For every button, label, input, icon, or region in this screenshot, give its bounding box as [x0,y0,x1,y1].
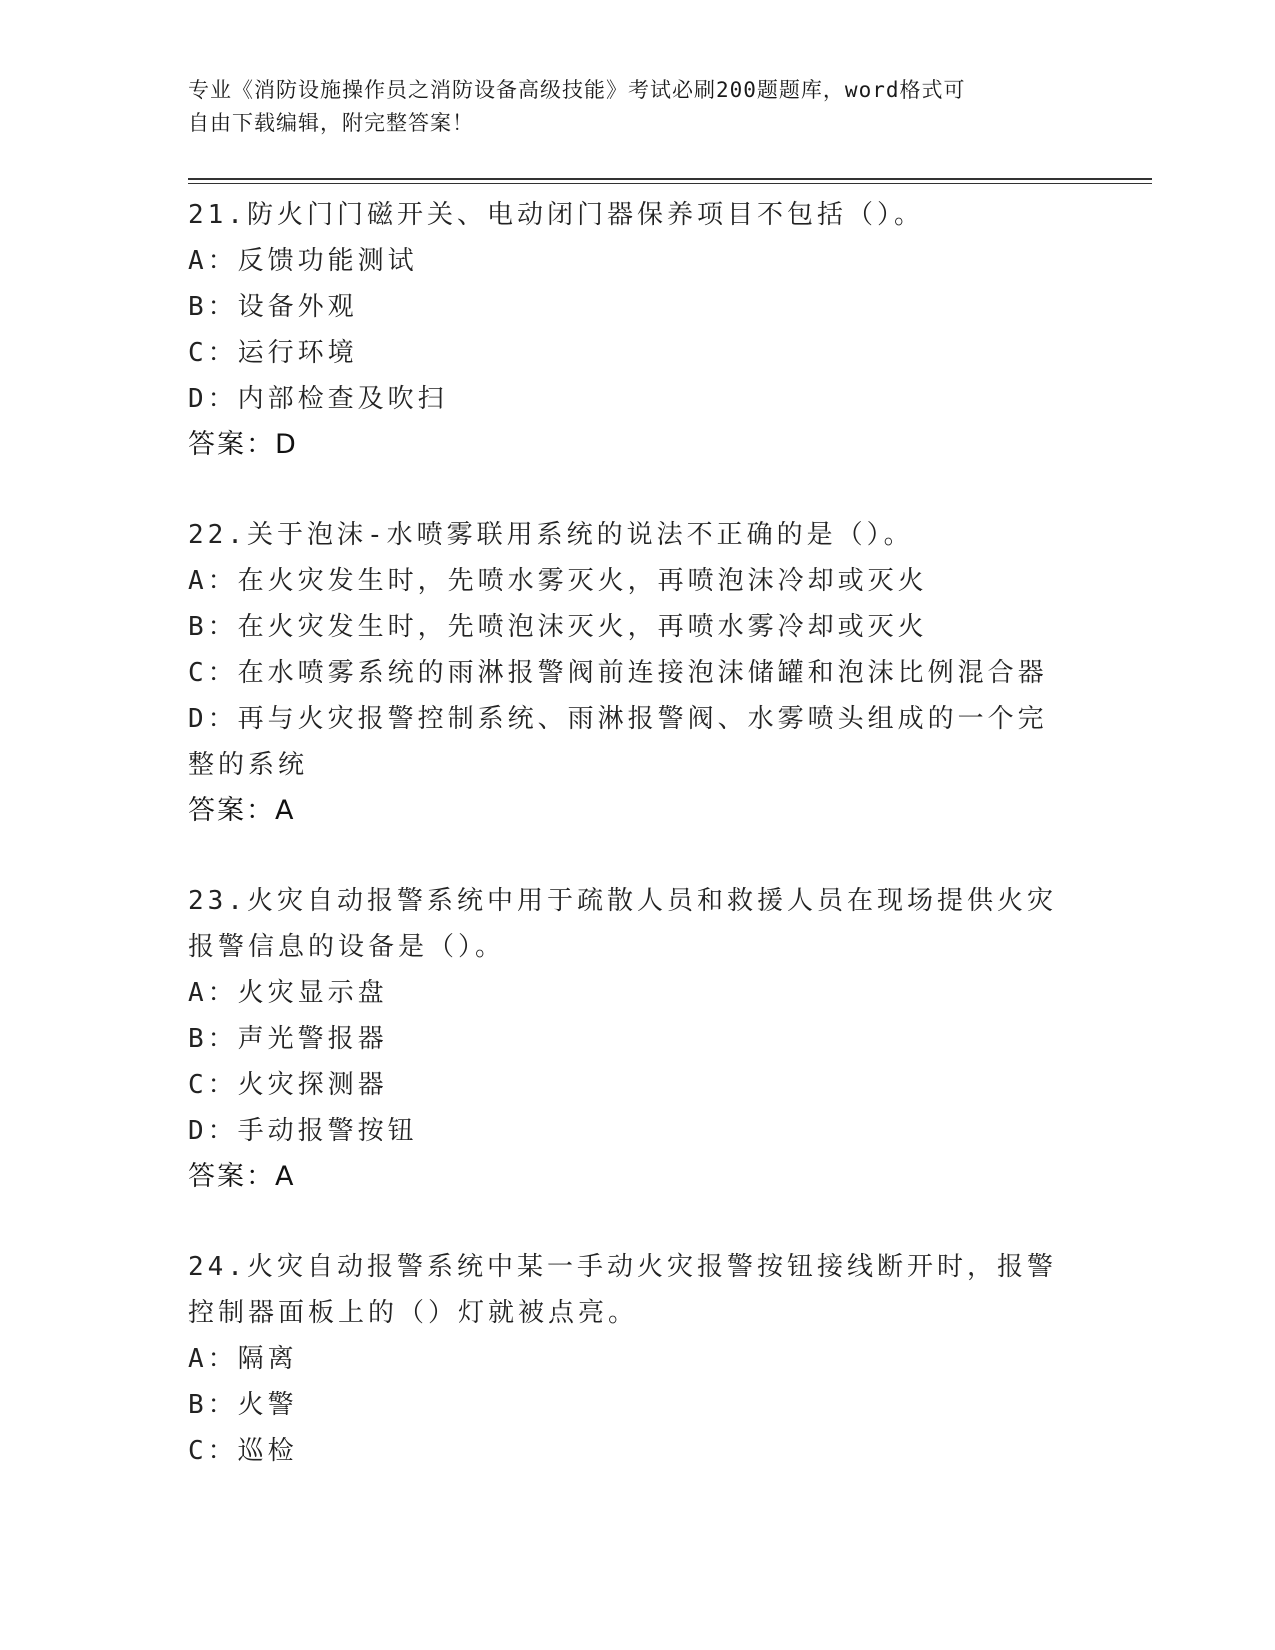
question-24 [188,1244,1088,1474]
option-a: A：隔离 [188,1344,298,1374]
option-b: B：声光警报器 [188,1024,388,1054]
option-d: D：内部检查及吹扫 [188,384,448,414]
answer-text: 答案：D [188,429,298,460]
option-b: B：火警 [188,1390,298,1420]
question-list [188,192,1088,1518]
option-a: A：在火灾发生时，先喷水雾灭火，再喷泡沫冷却或灭火 [188,566,928,596]
option-d: D：再与火灾报警控制系统、雨淋报警阀、水雾喷头组成的一个完整的系统 [188,704,1048,780]
option-b: B：在火灾发生时，先喷泡沫灭火，再喷水雾冷却或灭火 [188,612,928,642]
header-line-2: 自由下载编辑，附完整答案！ [188,111,474,135]
option-a: A：火灾显示盘 [188,978,388,1008]
question-stem: 22.关于泡沫-水喷雾联用系统的说法不正确的是（）。 [188,520,914,550]
option-d: D：手动报警按钮 [188,1116,418,1146]
header-line-1: 专业《消防设施操作员之消防设备高级技能》考试必刷200题题库，word格式可 [188,78,966,102]
option-c: C：运行环境 [188,338,358,368]
question-21 [188,192,1088,468]
question-22 [188,512,1088,834]
question-23 [188,878,1088,1200]
answer-text: 答案：A [188,1161,296,1192]
header-divider-bottom [188,183,1152,184]
document-header [188,74,1068,140]
question-stem: 23.火灾自动报警系统中用于疏散人员和救援人员在现场提供火灾报警信息的设备是（）。 [188,886,1057,962]
option-c: C：在水喷雾系统的雨淋报警阀前连接泡沫储罐和泡沫比例混合器 [188,658,1048,688]
header-divider-top [188,178,1152,180]
answer-text: 答案：A [188,795,296,826]
option-a: A：反馈功能测试 [188,246,418,276]
question-stem: 21.防火门门磁开关、电动闭门器保养项目不包括（）。 [188,200,924,230]
option-b: B：设备外观 [188,292,358,322]
question-stem: 24.火灾自动报警系统中某一手动火灾报警按钮接线断开时，报警控制器面板上的（）灯就被点亮。 [188,1252,1057,1328]
option-c: C：火灾探测器 [188,1070,388,1100]
option-c: C：巡检 [188,1436,298,1466]
